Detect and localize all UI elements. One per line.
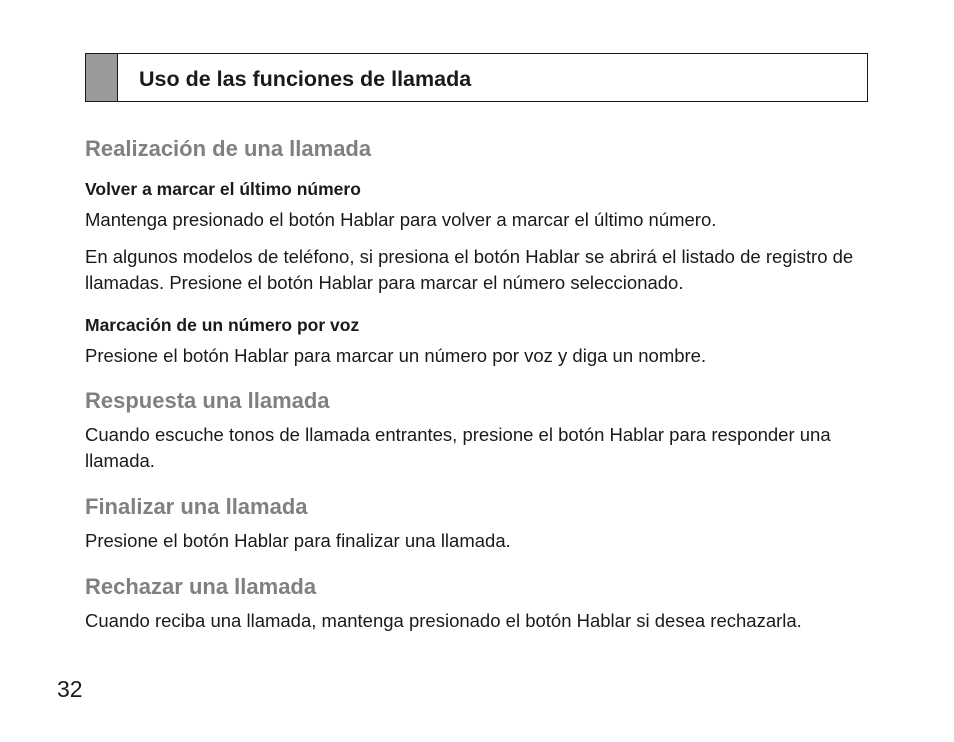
section-title-respuesta: Respuesta una llamada (85, 388, 330, 413)
page-number: 32 (57, 676, 83, 702)
section-title-realizacion: Realización de una llamada (85, 136, 372, 161)
section-title-finalizar: Finalizar una llamada (85, 494, 308, 519)
paragraph-voice-1: Presione el botón Hablar para marcar un número por voz y diga un nombre. (85, 345, 707, 366)
paragraph-respuesta-1: Cuando escuche tonos de llamada entrantes, presione el botón Hablar para responder una llamada. (85, 424, 831, 471)
chapter-header (85, 53, 868, 102)
header-marker (86, 54, 118, 101)
subsection-title-voice: Marcación de un número por voz (85, 315, 360, 335)
subsection-title-redial: Volver a marcar el último número (85, 179, 361, 199)
paragraph-redial-1: Mantenga presionado el botón Hablar para volver a marcar el último número. (85, 209, 717, 230)
paragraph-redial-2: En algunos modelos de teléfono, si presiona el botón Hablar se abrirá el listado de registro de llamadas. Presione el botón Hablar para marcar el número seleccionado. (85, 246, 854, 293)
paragraph-rechazar-1: Cuando reciba una llamada, mantenga presionado el botón Hablar si desea rechazarla. (85, 610, 802, 631)
main-content (85, 134, 875, 634)
section-title-rechazar: Rechazar una llamada (85, 574, 317, 599)
paragraph-finalizar-1: Presione el botón Hablar para finalizar una llamada. (85, 530, 511, 551)
chapter-title: Uso de las funciones de llamada (139, 67, 472, 91)
